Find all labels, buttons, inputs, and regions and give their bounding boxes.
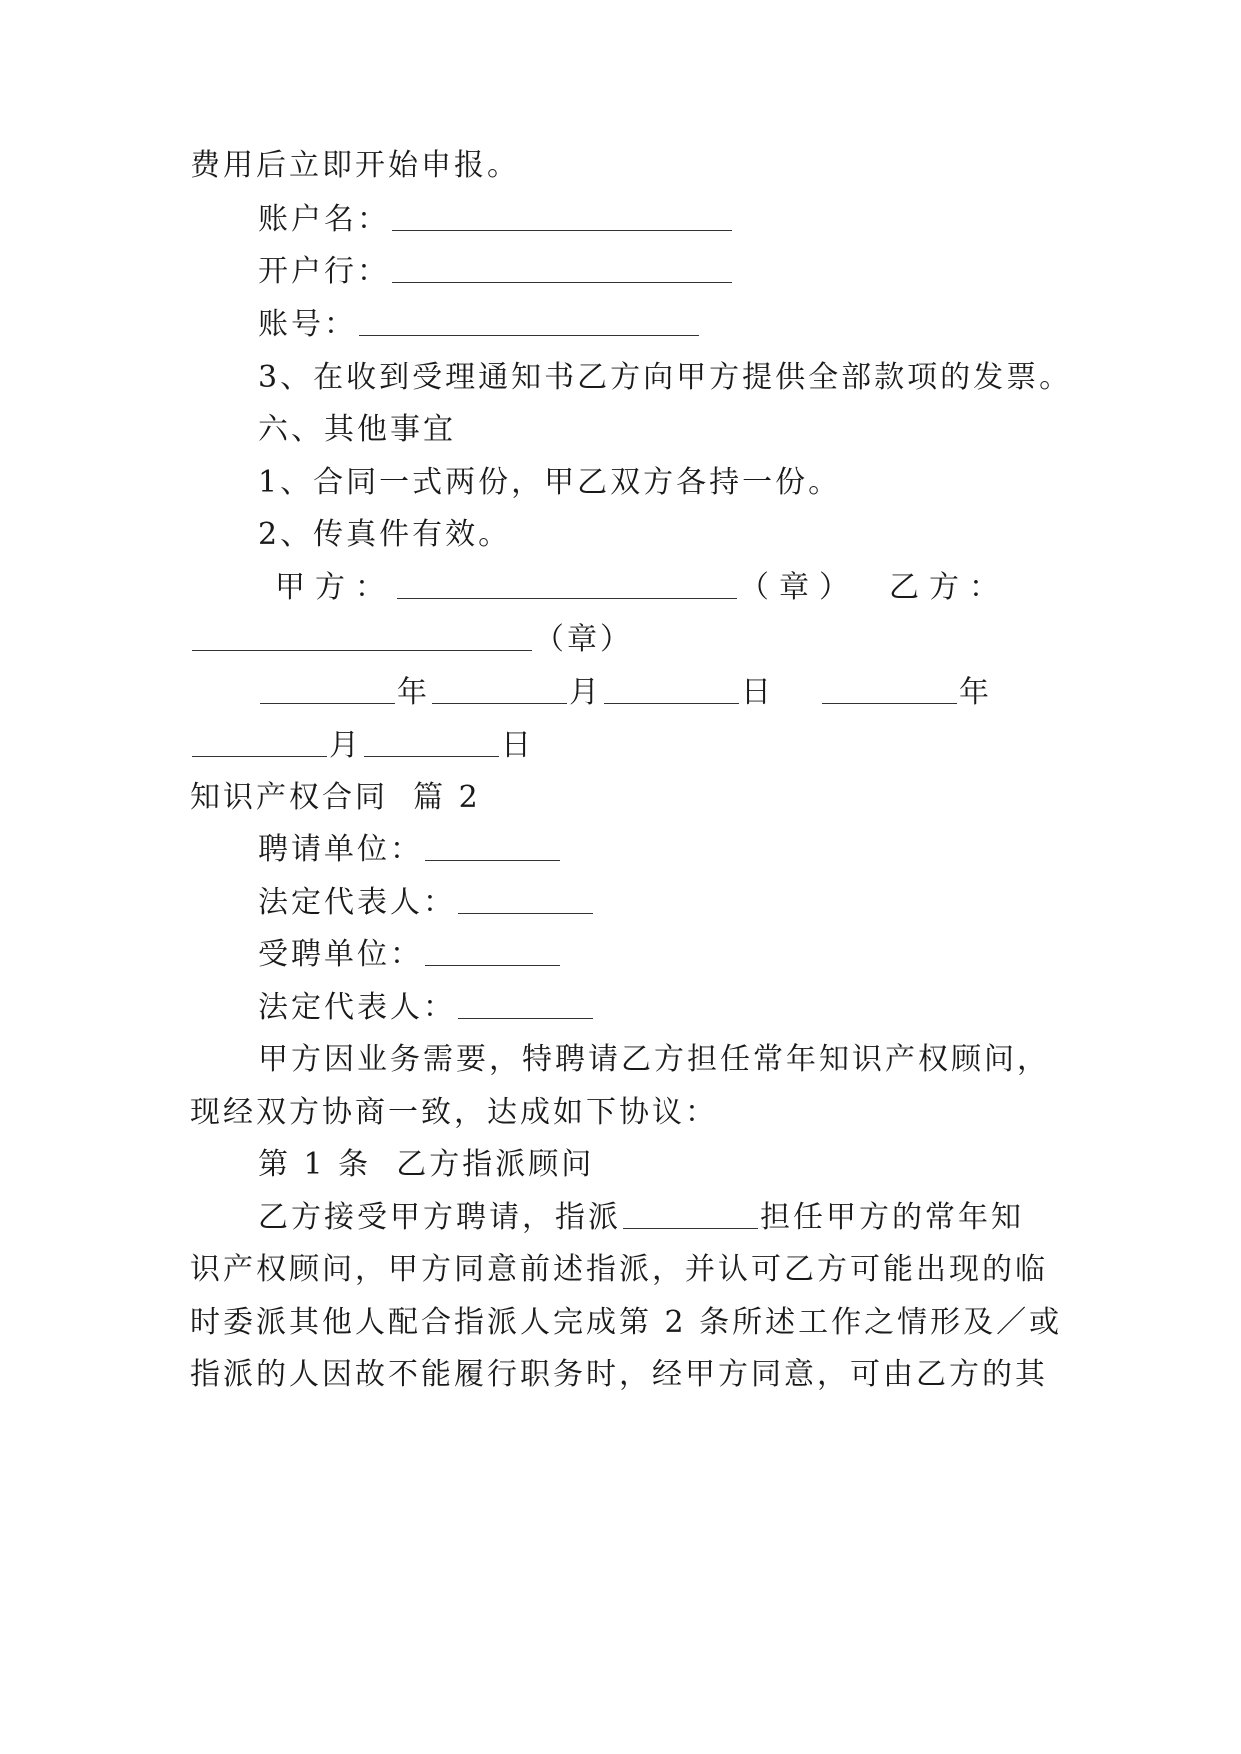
text-line xyxy=(190,146,1070,186)
bank-line xyxy=(258,252,1138,292)
month-label: 月 xyxy=(329,728,362,763)
month-label: 月 xyxy=(569,675,602,710)
text: 现经双方协商一致，达成如下协议： xyxy=(190,1095,718,1130)
seal-label: （章） xyxy=(739,570,859,605)
text-line xyxy=(258,463,1138,503)
seal-label: （章） xyxy=(534,622,633,657)
party-a-blank xyxy=(397,568,737,599)
year-blank xyxy=(822,673,957,704)
party-b-label: 乙方： xyxy=(889,570,1009,605)
month-blank xyxy=(192,726,327,757)
text-line xyxy=(258,515,1138,555)
hired-unit-line xyxy=(258,935,1138,975)
bank-blank xyxy=(392,252,732,283)
text-line xyxy=(190,1355,1070,1395)
month-blank xyxy=(432,673,567,704)
signature-line-1 xyxy=(275,568,1155,608)
account-number-blank xyxy=(359,305,699,336)
text-line xyxy=(258,358,1138,398)
label: 开户行： xyxy=(258,254,390,289)
text-line xyxy=(258,1198,1138,1238)
date-line-1 xyxy=(258,673,1138,713)
text: 2、传真件有效。 xyxy=(258,517,512,552)
year-label: 年 xyxy=(959,675,992,710)
legal-rep-blank xyxy=(458,988,593,1019)
hiring-unit-line xyxy=(258,830,1138,870)
text: 指派的人因故不能履行职务时，经甲方同意，可由乙方的其 xyxy=(190,1357,1048,1392)
section-heading xyxy=(258,410,1138,450)
label: 账号： xyxy=(258,307,357,342)
label: 聘请单位： xyxy=(258,832,423,867)
legal-rep-line xyxy=(258,883,1138,923)
party-a-label: 甲方： xyxy=(275,570,395,605)
text: 识产权顾问，甲方同意前述指派，并认可乙方可能出现的临 xyxy=(190,1252,1048,1287)
account-name-line xyxy=(258,200,1138,240)
day-blank xyxy=(364,726,499,757)
label: 账户名： xyxy=(258,202,390,237)
day-blank xyxy=(604,673,739,704)
account-number-line xyxy=(258,305,1138,345)
year-blank xyxy=(260,673,395,704)
text-line xyxy=(190,1303,1070,1343)
hiring-unit-blank xyxy=(425,830,560,861)
text: 第 1 条 乙方指派顾问 xyxy=(258,1147,595,1182)
account-name-blank xyxy=(392,200,732,231)
text: 甲方因业务需要，特聘请乙方担任常年知识产权顾问， xyxy=(258,1042,1050,1077)
text: 3、在收到受理通知书乙方向甲方提供全部款项的发票。 xyxy=(258,360,1073,395)
text: 担任甲方的常年知 xyxy=(760,1200,1024,1235)
day-label: 日 xyxy=(741,675,774,710)
year-label: 年 xyxy=(397,675,430,710)
text-line xyxy=(190,1250,1070,1290)
text-line xyxy=(190,1093,1070,1133)
date-line-2 xyxy=(190,726,1070,766)
day-label: 日 xyxy=(501,728,534,763)
advisor-blank xyxy=(623,1198,758,1229)
text: 乙方接受甲方聘请，指派 xyxy=(258,1200,621,1235)
signature-line-2 xyxy=(190,620,1070,660)
label: 法定代表人： xyxy=(258,990,456,1025)
text: 1、合同一式两份，甲乙双方各持一份。 xyxy=(258,465,842,500)
text: 费用后立即开始申报。 xyxy=(190,148,520,183)
legal-rep-line xyxy=(258,988,1138,1028)
text: 六、其他事宜 xyxy=(258,412,456,447)
party-b-blank xyxy=(192,620,532,651)
article-heading xyxy=(258,1145,1138,1185)
legal-rep-blank xyxy=(458,883,593,914)
document-title xyxy=(190,778,1070,818)
text-line xyxy=(258,1040,1138,1080)
text: 时委派其他人配合指派人完成第 2 条所述工作之情形及／或 xyxy=(190,1305,1063,1340)
label: 法定代表人： xyxy=(258,885,456,920)
label: 受聘单位： xyxy=(258,937,423,972)
hired-unit-blank xyxy=(425,935,560,966)
title-text: 知识产权合同 篇 2 xyxy=(190,780,481,815)
